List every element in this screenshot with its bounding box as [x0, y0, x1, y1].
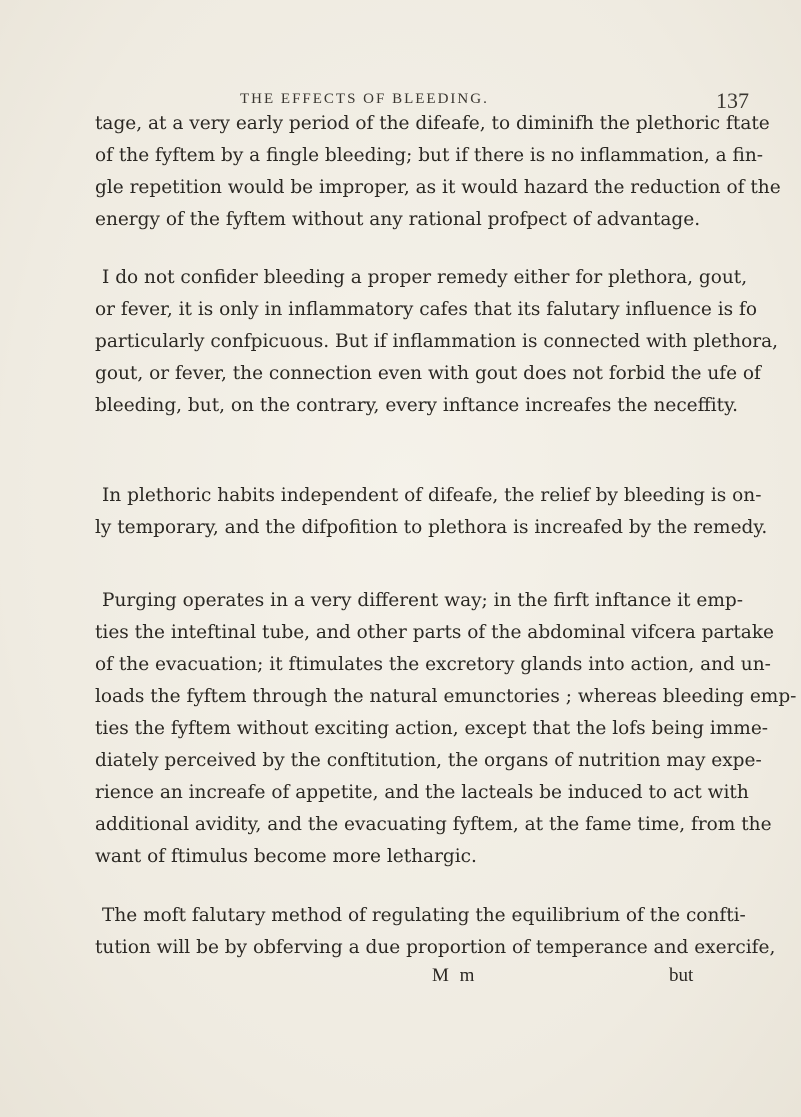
text-line: gle repetition would be improper, as it would hazard the reduction of the — [95, 177, 781, 198]
text-line: energy of the fyftem without any rational profpect of advantage. — [95, 209, 701, 230]
text-line: additional avidity, and the evacuating fyftem, at the fame time, from the — [95, 814, 772, 835]
paragraph-3 — [95, 480, 768, 544]
text-line: ly temporary, and the difpofition to plethora is increafed by the remedy. — [95, 517, 768, 538]
page-number: 137 — [716, 88, 749, 113]
paragraph-1 — [95, 108, 781, 236]
text-line: want of ftimulus become more lethargic. — [95, 846, 477, 867]
text-line: or fever, it is only in inflammatory cafes that its falutary influence is fo — [95, 299, 757, 320]
text-line: rience an increafe of appetite, and the lacteals be induced to act with — [95, 782, 749, 803]
text-line: loads the fyftem through the natural emunctories ; whereas bleeding emp- — [95, 686, 797, 707]
catchword: but — [669, 965, 694, 986]
signature-mark: M m — [432, 965, 478, 986]
text-line: particularly confpicuous. But if inflammation is connected with plethora, — [95, 331, 779, 352]
text-line: ties the inteftinal tube, and other parts of the abdominal vifcera partake — [95, 622, 774, 643]
text-line: ties the fyftem without exciting action, except that the lofs being imme- — [95, 718, 769, 739]
text-line: tution will be by obferving a due proportion of temperance and exercife, — [95, 937, 776, 958]
paragraph-4 — [95, 585, 797, 873]
paragraph-2 — [95, 262, 779, 422]
text-line: diately perceived by the conftitution, the organs of nutrition may expe- — [95, 750, 762, 771]
running-head: THE EFFECTS OF BLEEDING. — [240, 91, 489, 107]
text-line: gout, or fever, the connection even with gout does not forbid the ufe of — [95, 363, 761, 384]
paragraph-5 — [95, 900, 776, 964]
text-line: of the evacuation; it ftimulates the excretory glands into action, and un- — [95, 654, 771, 675]
text-line: Purging operates in a very different way; in the firft inftance it emp- — [102, 590, 743, 611]
text-line: I do not confider bleeding a proper remedy either for plethora, gout, — [102, 267, 748, 288]
text-line: The moft falutary method of regulating the equilibrium of the confti- — [102, 905, 746, 926]
text-line: tage, at a very early period of the difeafe, to diminifh the plethoric ftate — [95, 113, 770, 134]
text-line: In plethoric habits independent of difeafe, the relief by bleeding is on- — [102, 485, 762, 506]
text-line: bleeding, but, on the contrary, every inftance increafes the neceffity. — [95, 395, 738, 416]
text-line: of the fyftem by a fingle bleeding; but if there is no inflammation, a fin- — [95, 145, 764, 166]
